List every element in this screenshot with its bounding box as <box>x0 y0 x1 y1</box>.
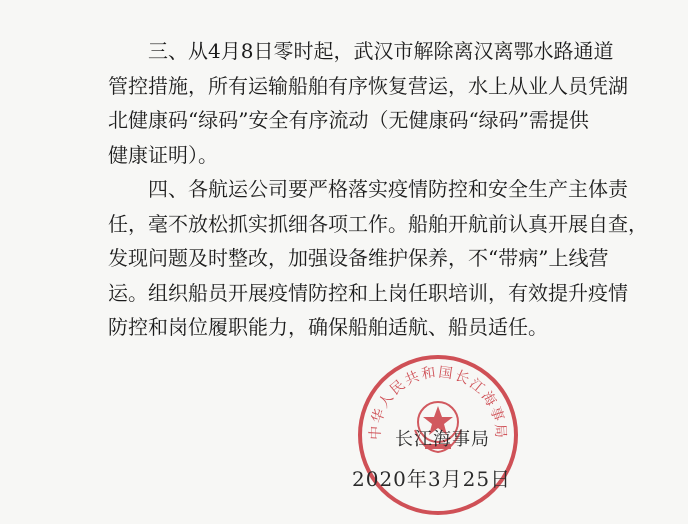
text-line: 运。组织船员开展疫情防控和上岗任职培训，有效提升疫情 <box>108 280 628 305</box>
paragraph-three <box>108 34 628 172</box>
text-line: 三、从4月8日零时起，武汉市解除离汉离鄂水路通道 <box>148 39 614 63</box>
text-line: 任，毫不放松抓实抓细各项工作。船舶开航前认真开展自查， <box>108 211 648 236</box>
text-line: 四、各航运公司要严格落实疫情防控和安全生产主体责 <box>148 177 628 201</box>
text-line: 北健康码“绿码”安全有序流动（无健康码“绿码”需提供 <box>108 108 589 132</box>
text-line: 健康证明）。 <box>108 142 218 167</box>
svg-text:中华人民共和国长江海事局: 中华人民共和国长江海事局 <box>367 364 509 441</box>
issuing-authority: 长江海事局 <box>395 429 490 450</box>
document-date: 2020年3月25日 <box>352 467 512 491</box>
text-line: 发现问题及时整改，加强设备维护保养，不“带病”上线营 <box>108 246 609 270</box>
paragraph-four <box>108 172 648 345</box>
text-line: 防控和岗位履职能力，确保船舶适航、船员适任。 <box>108 315 548 339</box>
text-line: 管控措施，所有运输船舶有序恢复营运，水上从业人员凭湖 <box>108 73 628 98</box>
